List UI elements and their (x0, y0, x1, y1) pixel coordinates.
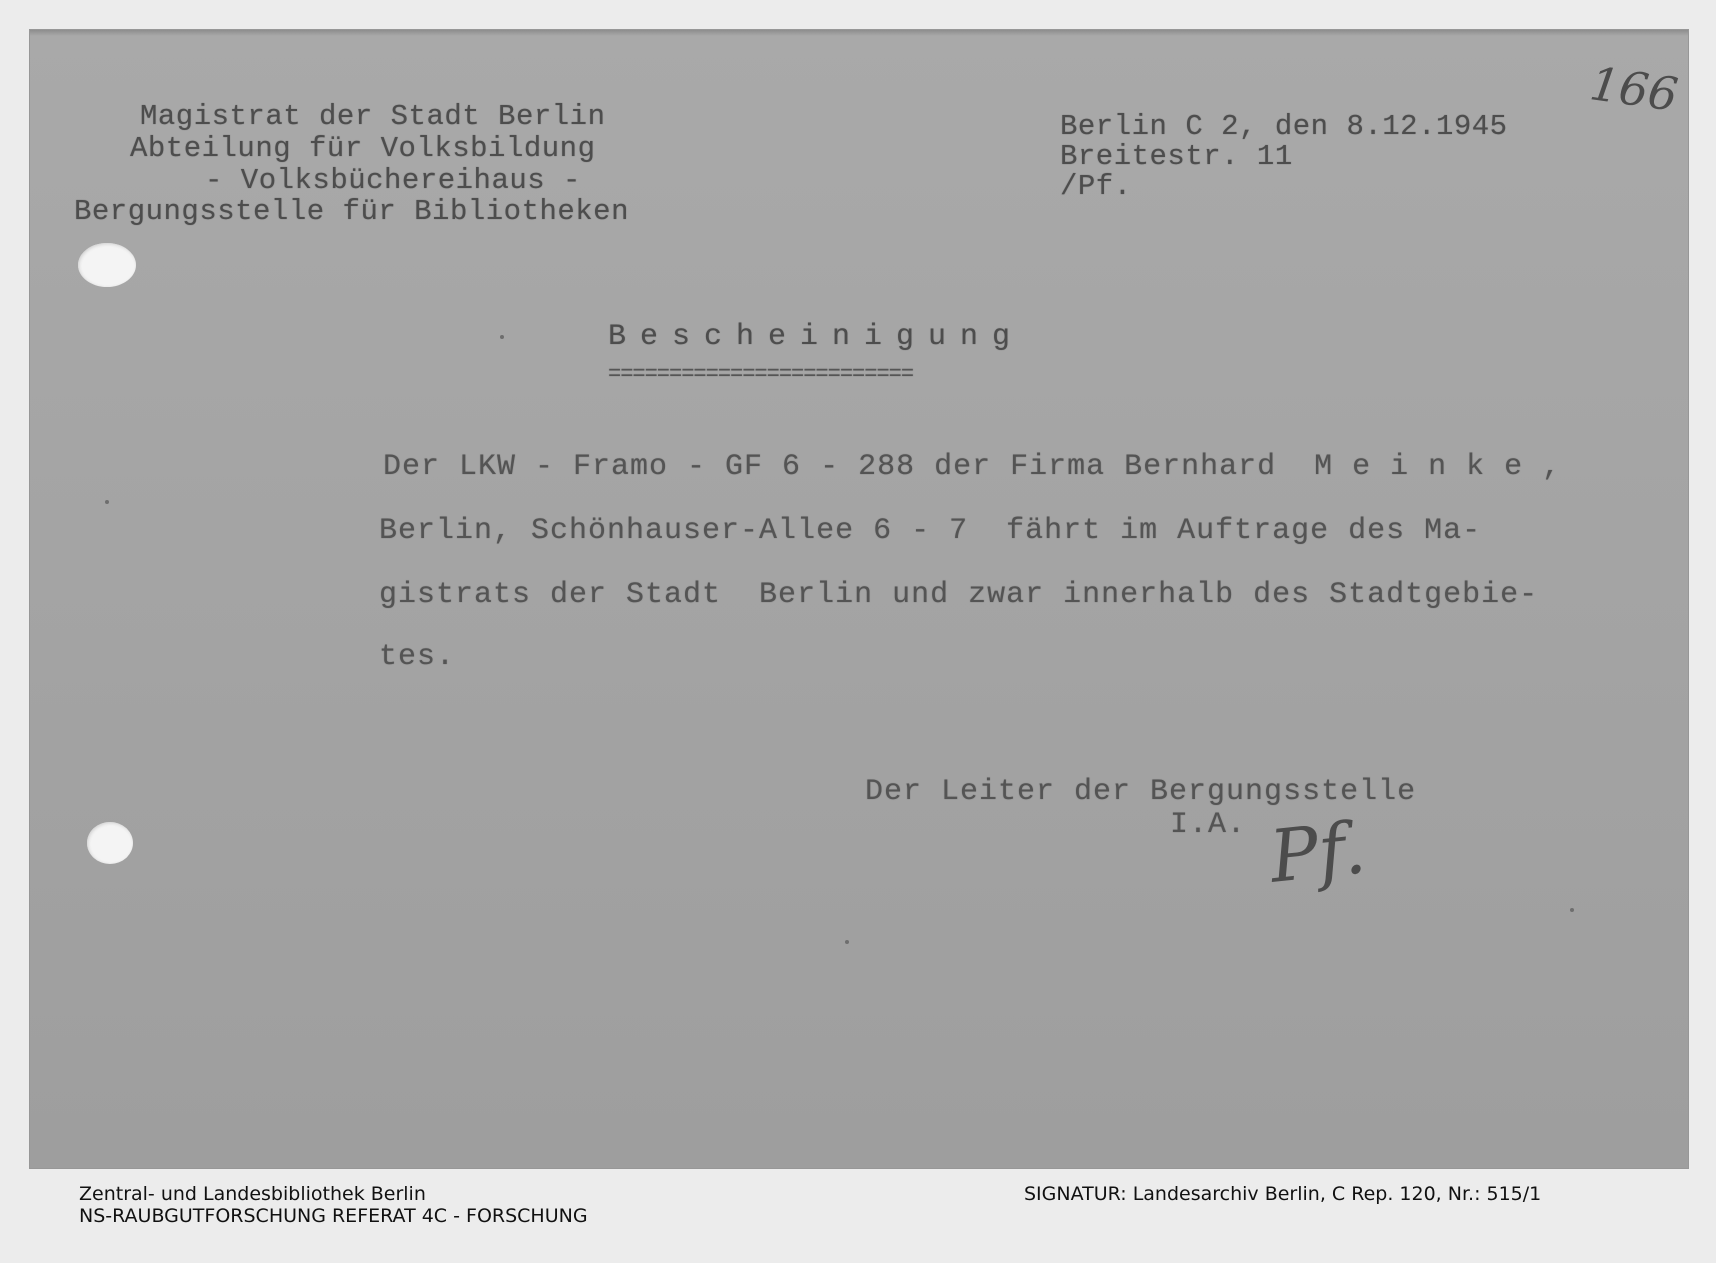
body-line-4: tes. (379, 640, 456, 674)
scan-speck (1570, 908, 1574, 912)
reference-mark: /Pf. (1060, 170, 1132, 203)
scan-speck (845, 940, 849, 944)
place-date-line-1: Berlin C 2, den 8.12.1945 (1060, 110, 1508, 143)
address-line: Breitestr. 11 (1060, 140, 1293, 173)
document-title: Bescheinigung (608, 320, 1025, 354)
document-sheet (30, 30, 1688, 1168)
body-line-3: gistrats der Stadt Berlin und zwar innerhalb des Stadtgebie- (379, 578, 1539, 612)
footer-library: Zentral- und Landesbibliothek Berlin (79, 1183, 426, 1205)
body-line-1: Der LKW - Framo - GF 6 - 288 der Firma Bernhard M e i n k e , (383, 450, 1562, 484)
signature-ia: I.A. (1170, 808, 1247, 842)
body-line-2: Berlin, Schönhauser-Allee 6 - 7 fährt im Auftrage des Ma- (379, 514, 1482, 548)
scan-speck (500, 335, 504, 339)
letterhead-line-1: Magistrat der Stadt Berlin (140, 100, 606, 133)
footer-signature: SIGNATUR: Landesarchiv Berlin, C Rep. 120, Nr.: 515/1 (1024, 1183, 1542, 1205)
letterhead-line-4: Bergungsstelle für Bibliotheken (74, 195, 629, 228)
signature-title: Der Leiter der Bergungsstelle (865, 775, 1417, 809)
handwritten-signature: Pf. (1265, 805, 1370, 899)
punch-hole-bottom (87, 822, 133, 864)
footer-department: NS-RAUBGUTFORSCHUNG REFERAT 4C - FORSCHUNG (79, 1205, 588, 1227)
letterhead-line-3: - Volksbüchereihaus - (205, 164, 581, 197)
letterhead-line-2: Abteilung für Volksbildung (130, 132, 596, 165)
punch-hole-top (78, 243, 136, 287)
archive-page-number: 166 (1586, 56, 1682, 122)
scan-edge (30, 30, 1688, 36)
scan-speck (105, 500, 109, 504)
title-underline: ========================= (608, 362, 914, 387)
